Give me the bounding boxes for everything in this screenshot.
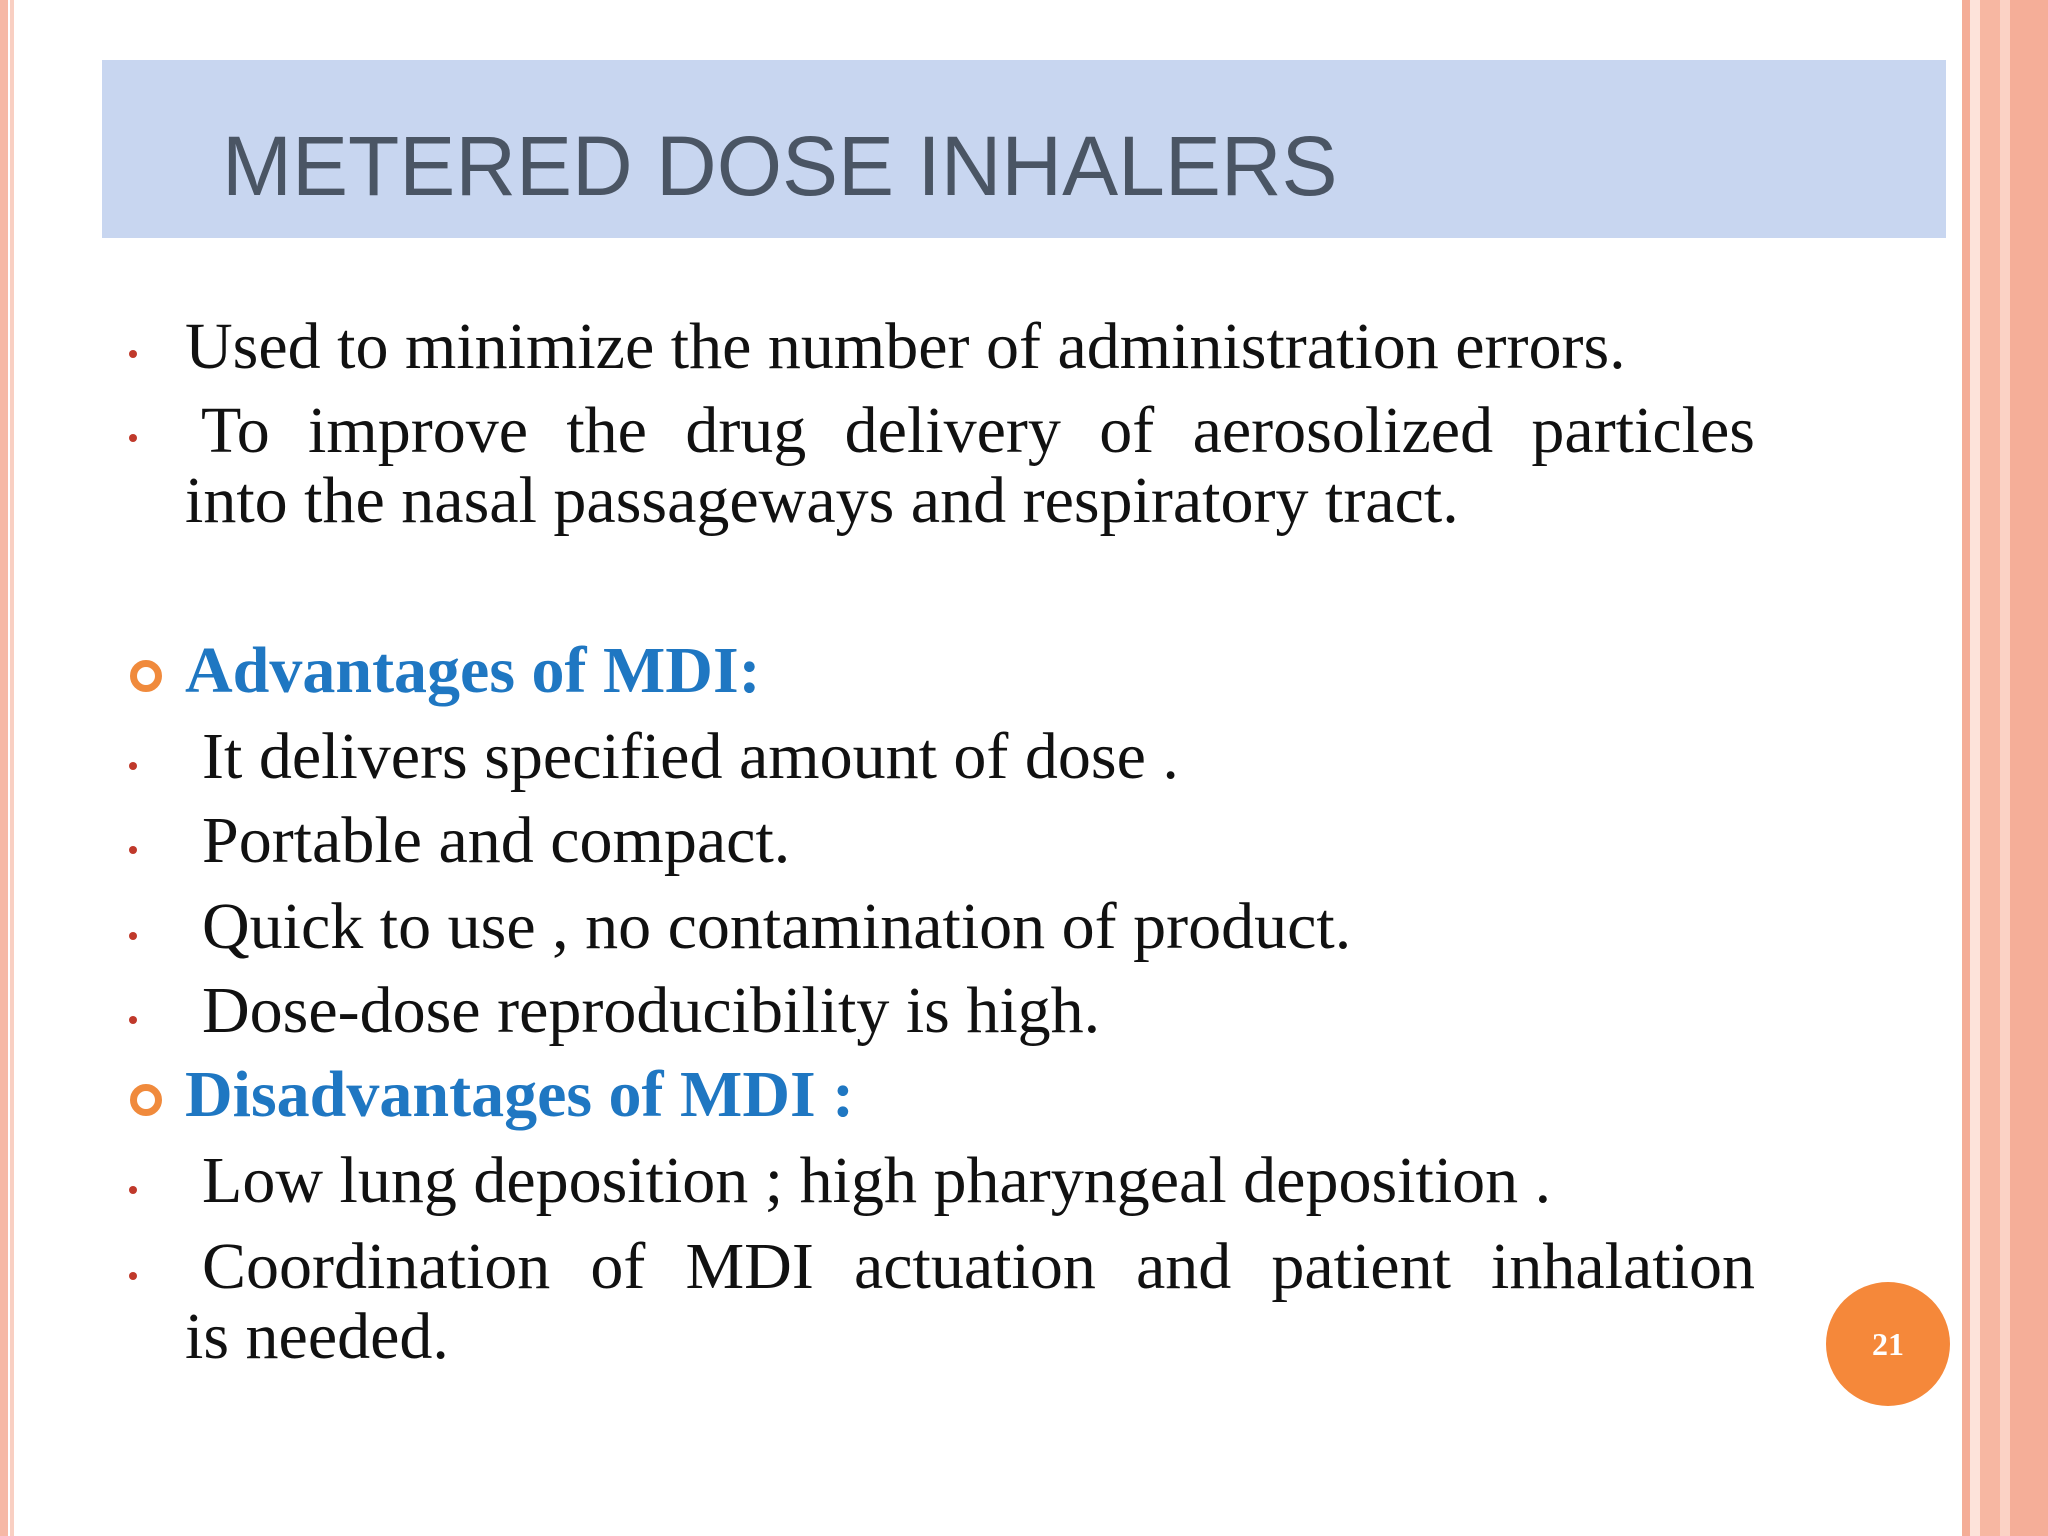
intro-line-2-text: To improve the drug delivery of aerosolized particles (201, 394, 1755, 467)
left-border-stripe (0, 0, 8, 1536)
bullet-dot (129, 1272, 137, 1280)
disadvantages-heading: Disadvantages of MDI : (185, 1058, 855, 1131)
intro-line-1: Used to minimize the number of administration errors. (185, 310, 1626, 383)
advantage-item: Portable and compact. (202, 804, 791, 877)
right-border-band-outer (2010, 0, 2048, 1536)
disadvantage-item: Low lung deposition ; high pharyngeal deposition . (202, 1144, 1552, 1217)
bullet-dot (129, 932, 137, 940)
ring-bullet-icon (130, 1084, 162, 1116)
bullet-dot (129, 762, 137, 770)
bullet-dot (129, 350, 137, 358)
bullet-dot (129, 1186, 137, 1194)
disadvantage-item-line-1 (185, 1230, 1755, 1303)
right-border-band (1962, 0, 1970, 1536)
disadvantage-item-line-1-text: Coordination of MDI actuation and patient inhalation (202, 1230, 1755, 1303)
ring-bullet-icon (130, 660, 162, 692)
right-border-band-pale (2000, 0, 2010, 1536)
intro-line-2 (185, 394, 1755, 467)
disadvantage-item-line-2: is needed. (185, 1300, 449, 1373)
bullet-dot (129, 846, 137, 854)
advantage-item: Quick to use , no contamination of product. (202, 890, 1352, 963)
advantages-heading: Advantages of MDI: (185, 634, 761, 707)
slide-title: METERED DOSE INHALERS (222, 119, 1338, 213)
right-border-band-mid (1980, 0, 2000, 1536)
bullet-dot (129, 1016, 137, 1024)
left-border-stripe-inner (10, 0, 14, 1536)
advantage-item: It delivers specified amount of dose . (202, 720, 1179, 793)
right-border-band-light (1970, 0, 1980, 1536)
advantage-item: Dose-dose reproducibility is high. (202, 974, 1101, 1047)
bullet-dot (129, 434, 137, 442)
intro-line-3: into the nasal passageways and respiratory tract. (185, 464, 1459, 537)
page-number-badge: 21 (1826, 1282, 1950, 1406)
